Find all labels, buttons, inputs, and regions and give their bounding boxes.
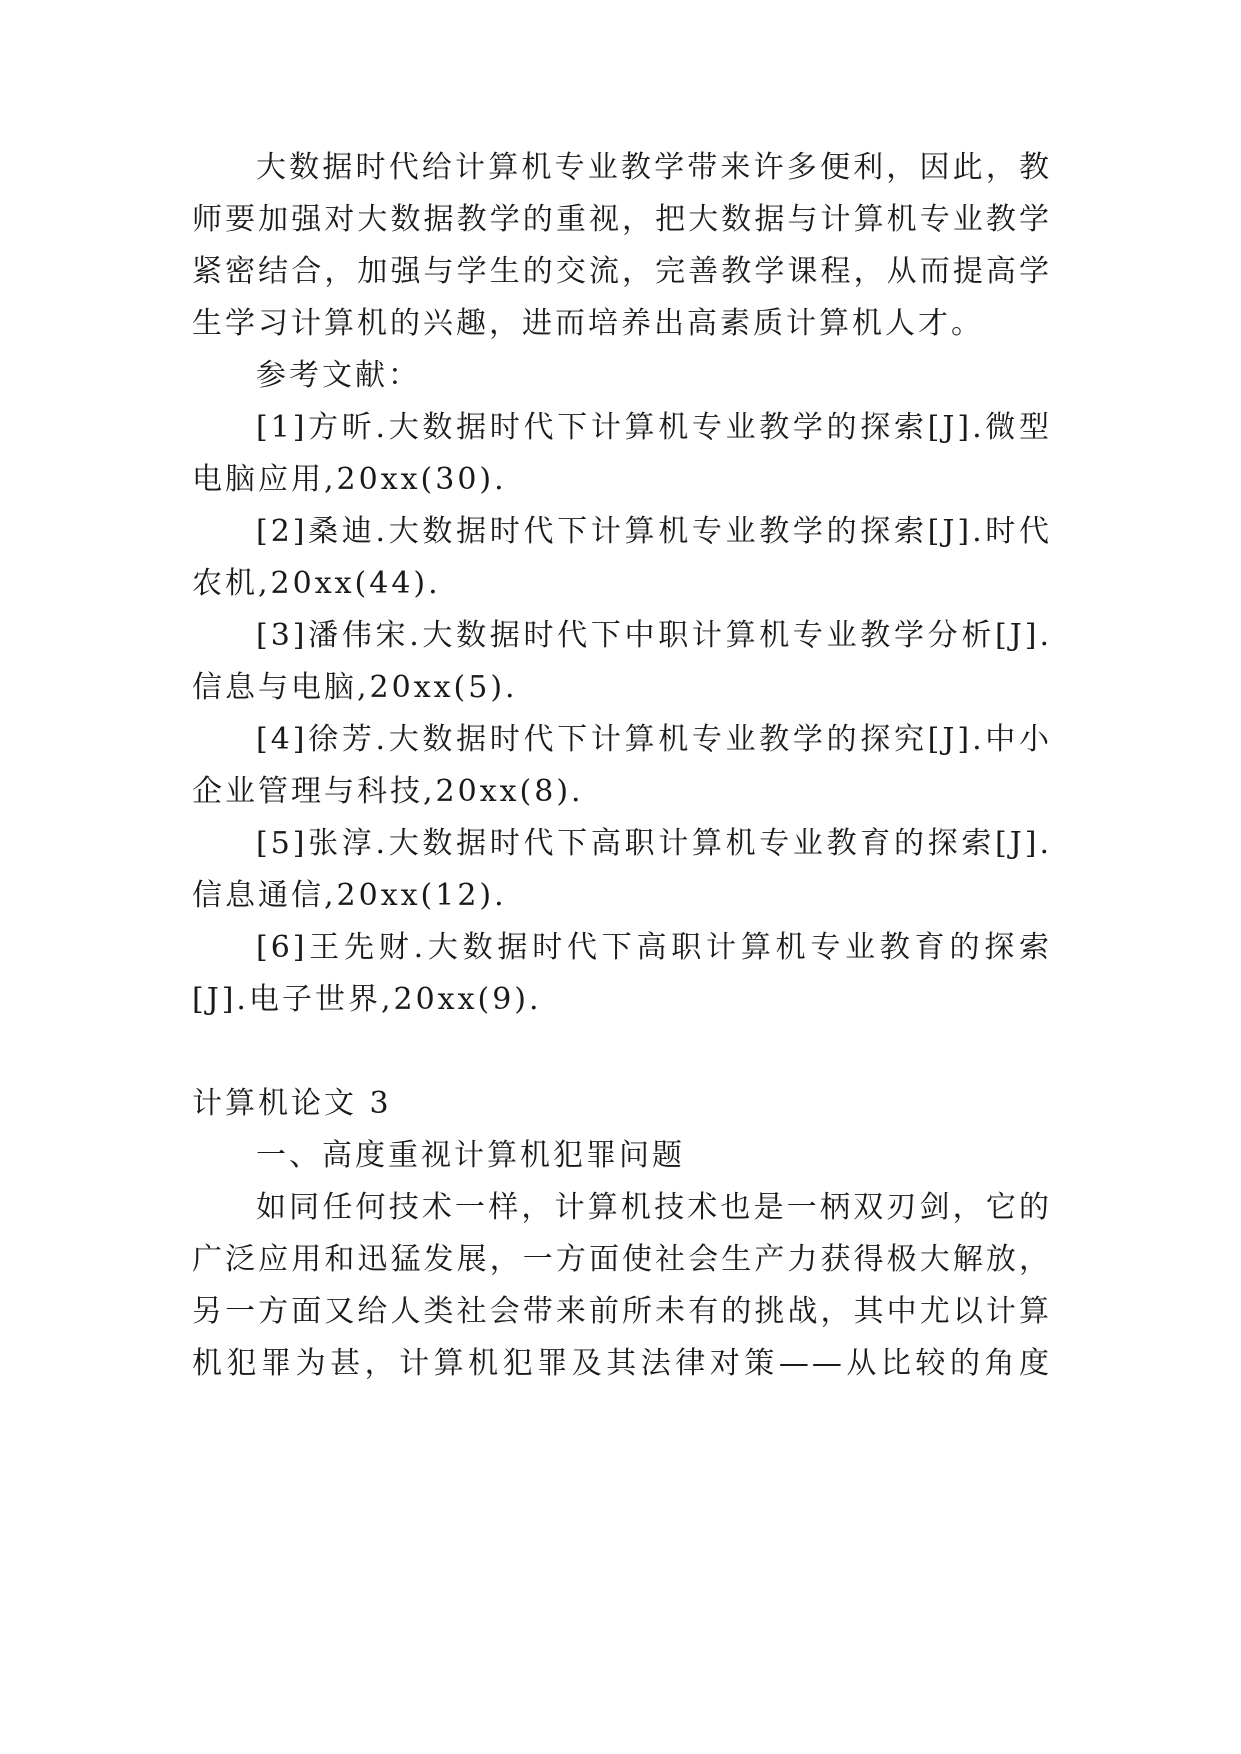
reference-2-line-2: 农机,20xx(44). bbox=[192, 566, 441, 601]
reference-4-line-1: [4]徐芳.大数据时代下计算机专业教学的探究[J].中小 bbox=[256, 722, 1052, 757]
section-paragraph-line-4: 机犯罪为甚，计算机犯罪及其法律对策——从比较的角度 bbox=[192, 1346, 1052, 1381]
section-heading: 一、高度重视计算机犯罪问题 bbox=[256, 1138, 685, 1173]
reference-3-line-1: [3]潘伟宋.大数据时代下中职计算机专业教学分析[J]. bbox=[256, 618, 1052, 653]
reference-4-line-2: 企业管理与科技,20xx(8). bbox=[192, 774, 584, 809]
section-paragraph-line-1: 如同任何技术一样，计算机技术也是一柄双刃剑，它的 bbox=[256, 1190, 1052, 1225]
intro-paragraph-line-2: 师要加强对大数据教学的重视，把大数据与计算机专业教学 bbox=[192, 202, 1052, 237]
intro-paragraph-line-4: 生学习计算机的兴趣，进而培养出高素质计算机人才。 bbox=[192, 306, 984, 341]
reference-5-line-2: 信息通信,20xx(12). bbox=[192, 878, 507, 913]
reference-5-line-1: [5]张淳.大数据时代下高职计算机专业教育的探索[J]. bbox=[256, 826, 1052, 861]
reference-6-line-2: [J].电子世界,20xx(9). bbox=[192, 982, 542, 1017]
references-heading: 参考文献： bbox=[256, 358, 421, 393]
reference-3-line-2: 信息与电脑,20xx(5). bbox=[192, 670, 518, 705]
intro-paragraph-line-3: 紧密结合，加强与学生的交流，完善教学课程，从而提高学 bbox=[192, 254, 1052, 289]
section-paragraph-line-3: 另一方面又给人类社会带来前所未有的挑战，其中尤以计算 bbox=[192, 1294, 1052, 1329]
section-paragraph-line-2: 广泛应用和迅猛发展，一方面使社会生产力获得极大解放， bbox=[192, 1242, 1052, 1277]
reference-1-line-2: 电脑应用,20xx(30). bbox=[192, 462, 507, 497]
reference-6-line-1: [6]王先财.大数据时代下高职计算机专业教育的探索 bbox=[256, 930, 1052, 965]
reference-1-line-1: [1]方昕.大数据时代下计算机专业教学的探索[J].微型 bbox=[256, 410, 1052, 445]
reference-2-line-1: [2]桑迪.大数据时代下计算机专业教学的探索[J].时代 bbox=[256, 514, 1052, 549]
intro-paragraph-line-1: 大数据时代给计算机专业教学带来许多便利，因此，教 bbox=[256, 150, 1052, 185]
section-title: 计算机论文 3 bbox=[192, 1086, 392, 1121]
